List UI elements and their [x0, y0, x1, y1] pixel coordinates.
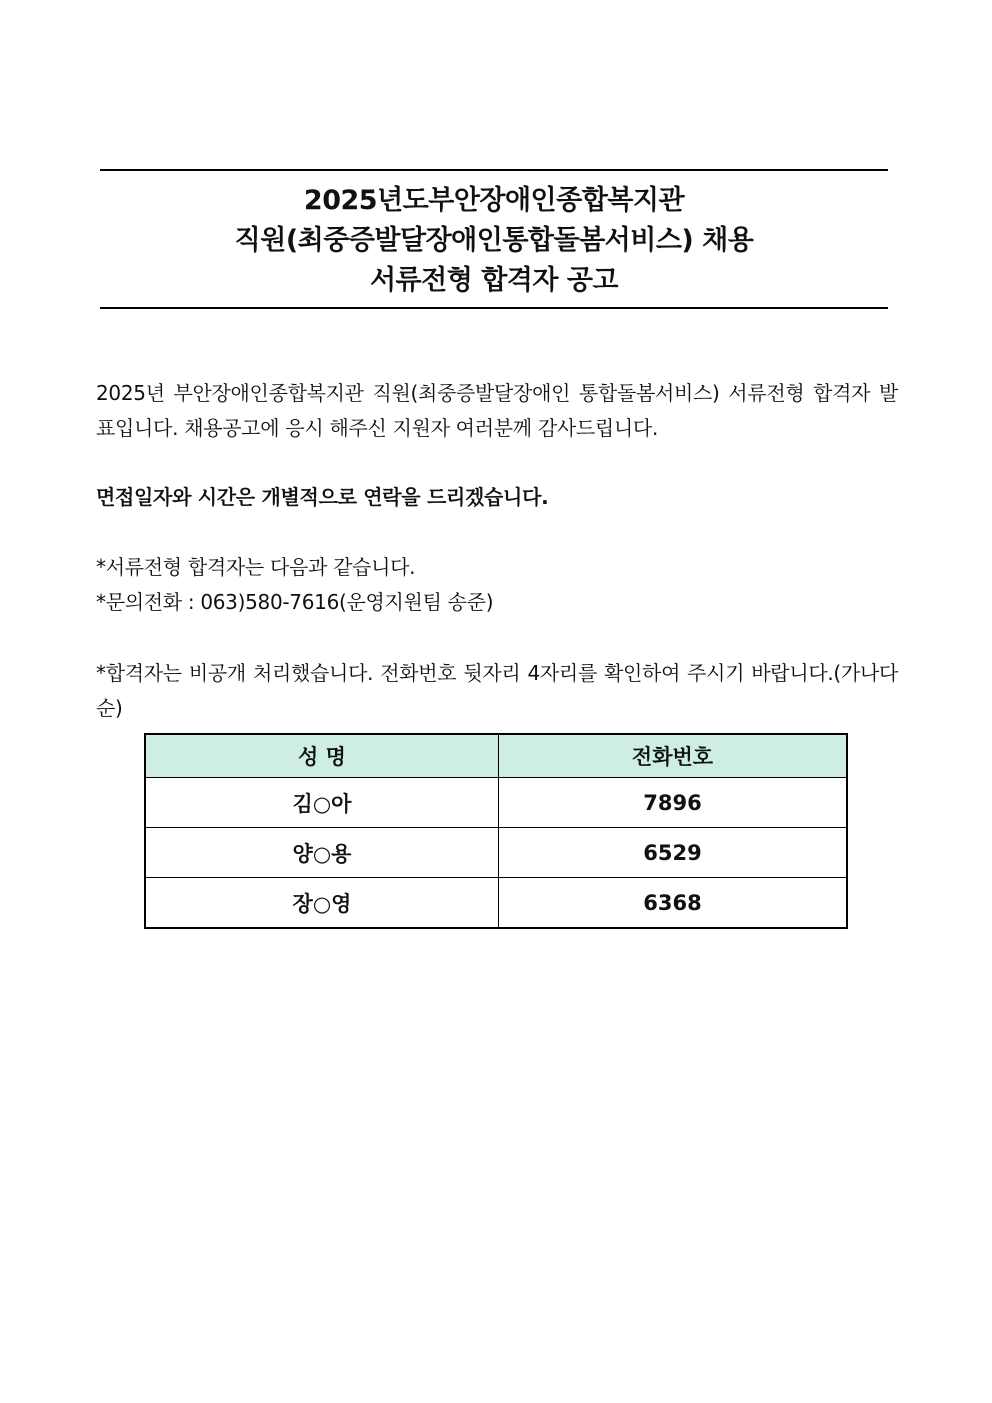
table-row: [145, 828, 847, 878]
title-line-2: 직원(최중증발달장애인통합돌봄서비스) 채용: [234, 225, 754, 256]
cell-phone: 6529: [499, 828, 848, 878]
cell-name: 장○영: [145, 878, 499, 929]
table-row: [145, 878, 847, 929]
passers-note: *서류전형 합격자는 다음과 같습니다.: [96, 555, 416, 579]
notes-section: [96, 550, 898, 620]
header-phone: 전화번호: [499, 734, 848, 778]
cell-name: 양○용: [145, 828, 499, 878]
title-line-1: 2025년도부안장애인종합복지관: [303, 185, 685, 216]
cell-phone: 7896: [499, 778, 848, 828]
privacy-notice: *합격자는 비공개 처리했습니다. 전화번호 뒷자리 4자리를 확인하여 주시기 바랍니다.(가나다순): [96, 661, 898, 720]
interview-notice: 면접일자와 시간은 개별적으로 연락을 드리겠습니다.: [96, 485, 549, 509]
table-row: [145, 778, 847, 828]
title-line-3: 서류전형 합격자 공고: [369, 265, 619, 296]
contact-note: *문의전화 : 063)580-7616(운영지원팀 송준): [96, 590, 494, 614]
cell-name: 김○아: [145, 778, 499, 828]
announcement-title: [100, 169, 888, 309]
table-header-row: [145, 734, 847, 778]
header-name: 성 명: [145, 734, 499, 778]
cell-phone: 6368: [499, 878, 848, 929]
passers-table: [144, 733, 848, 929]
intro-paragraph: 2025년 부안장애인종합복지관 직원(최중증발달장애인 통합돌봄서비스) 서류전형 합격자 발표입니다. 채용공고에 응시 해주신 지원자 여러분께 감사드립니다.: [96, 381, 898, 440]
